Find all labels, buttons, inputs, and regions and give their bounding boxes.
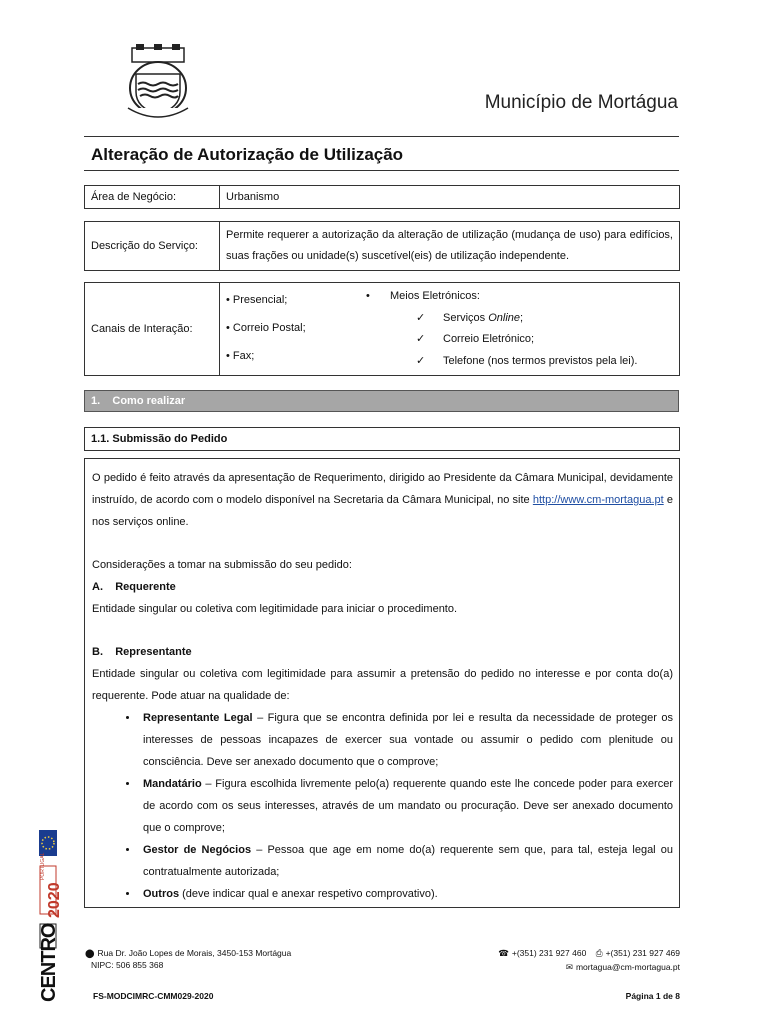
list-item-text: – Pessoa que age em nome do(a) requerente sem que, para tal, esteja legal ou contratualmente autorizada;	[143, 844, 673, 878]
interaction-channels-table	[84, 282, 680, 376]
title-rule	[84, 170, 679, 171]
header-rule	[84, 136, 679, 137]
intro-text: O pedido é feito através da apresentação de Requerimento, dirigido ao Presidente da Câmara Municipal, devidamente instruído, de acordo com o modelo disponível na Secretaria da Câmara Municipal, no site	[92, 472, 673, 506]
footer-fax: +(351) 231 927 469	[605, 948, 680, 958]
channel-item: • Fax;	[226, 350, 255, 362]
channels-electronic-list	[366, 286, 673, 372]
list-item	[139, 883, 673, 905]
list-item	[139, 707, 673, 773]
considerations-text: Considerações a tomar na submissão do seu pedido:	[92, 559, 352, 571]
fax-icon: ⎙	[595, 948, 603, 958]
electronic-channels-heading: Meios Eletrónicos:	[390, 290, 480, 302]
footer-contact-block	[498, 946, 680, 974]
website-link[interactable]: http://www.cm-mortagua.pt	[532, 494, 664, 506]
service-description-label: Descrição do Serviço:	[85, 222, 220, 271]
representative-heading: B. Representante	[92, 646, 192, 658]
portugal-2020-year: 2020	[46, 882, 63, 918]
channel-item: Serviços	[443, 311, 489, 324]
page-number: Página 1 de 8	[625, 991, 680, 1001]
document-title: Alteração de Autorização de Utilização	[91, 145, 404, 164]
portugal-logo-text-wrap	[40, 841, 46, 880]
section-heading: 1. Como realizar	[84, 390, 679, 412]
list-item	[139, 839, 673, 883]
channel-item: Telefone (nos termos previstos pela lei).	[443, 354, 638, 367]
check-icon: ✓	[416, 354, 426, 367]
intro-text-end: e nos serviços online.	[92, 494, 673, 528]
list-item-text: (deve indicar qual e anexar respetivo comprovativo).	[179, 888, 438, 900]
list-item-term: Representante Legal	[143, 712, 253, 724]
list-item-term: Outros	[143, 888, 180, 900]
subsection-heading: 1.1. Submissão do Pedido	[84, 427, 680, 451]
centro-logo	[38, 924, 61, 1002]
list-item-term: Gestor de Negócios	[143, 844, 252, 856]
channel-item-suffix: ;	[520, 311, 524, 324]
applicant-heading: A. Requerente	[92, 581, 176, 593]
applicant-text: Entidade singular ou coletiva com legitimidade para iniciar o procedimento.	[92, 603, 458, 615]
footer-address-block	[85, 947, 291, 971]
list-item-text: – Figura que se encontra definida por lei e resulta da necessidade de proteger os interesses de pessoas incapazes de exercer sua vontade ou assumir o pedido com plenitude ou consciência. Deve ser anexado documento que o comprove;	[143, 712, 673, 768]
phone-icon: ☎	[498, 948, 509, 958]
document-code: FS-MODCIMRC-CMM029-2020	[93, 991, 214, 1001]
submission-content-box	[84, 458, 680, 908]
representative-types-list	[92, 707, 673, 905]
bullet-icon: •	[366, 290, 370, 302]
business-area-value: Urbanismo	[220, 186, 680, 209]
list-item-text: – Figura escolhida livremente pelo(a) requerente quando este lhe concede poder para exercer de acordo com os seus interesses, através de um mandato ou procuração. Deve ser anexado documento que o comprove;	[143, 778, 673, 834]
centro-logo-text: CENTRO	[38, 923, 60, 1002]
email-icon: ✉	[565, 962, 573, 972]
intro-paragraph	[92, 467, 673, 533]
business-area-table	[84, 185, 680, 209]
list-item	[139, 773, 673, 839]
list-item-term: Mandatário	[143, 778, 202, 790]
location-pin-icon: ⬤	[85, 948, 95, 958]
municipality-name: Município de Mortágua	[484, 92, 678, 113]
channel-item: • Correio Postal;	[226, 322, 306, 334]
portugal-logo-text: PORTUGAL	[40, 852, 46, 880]
check-icon: ✓	[416, 311, 426, 324]
check-icon: ✓	[416, 333, 426, 345]
service-description-table	[84, 221, 680, 271]
footer-address: Rua Dr. João Lopes de Morais, 3450-153 Mortágua	[97, 948, 292, 958]
footer-phone: +(351) 231 927 460	[511, 948, 587, 958]
representative-text: Entidade singular ou coletiva com legitimidade para assumir a pretensão do pedido no interesse e por conta do(a) requerente. Pode atuar na qualidade de:	[92, 668, 673, 702]
channel-item: • Presencial;	[226, 294, 288, 306]
business-area-label: Área de Negócio:	[85, 186, 220, 209]
interaction-channels-label: Canais de Interação:	[85, 283, 220, 376]
municipal-crest-logo	[118, 44, 198, 124]
footer-email[interactable]: mortagua@cm-mortagua.pt	[575, 962, 680, 972]
channel-item-emphasis: Online	[488, 311, 521, 324]
channels-physical-list	[226, 286, 366, 372]
channel-item: Correio Eletrónico;	[443, 333, 535, 345]
service-description-value: Permite requerer a autorização da alteração de utilização (mudança de uso) para edifícios, suas frações ou unidade(s) suscetível(eis) de utilização independente.	[220, 222, 680, 271]
footer-nipc: NIPC: 506 855 368	[91, 960, 164, 970]
